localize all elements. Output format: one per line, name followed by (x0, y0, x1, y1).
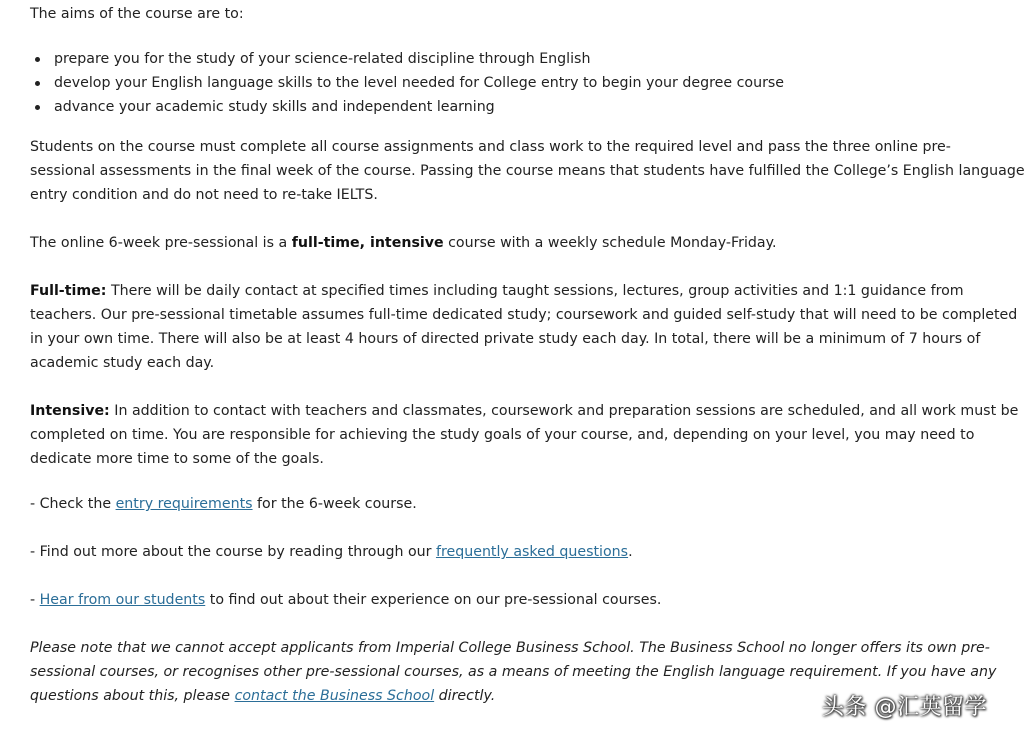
list-item (54, 47, 1025, 71)
completion-line-1: Students on the course must complete all course assignments and class work to the required level and pass the three online pre- (30, 139, 951, 155)
bullet-icon (35, 81, 40, 86)
aims-intro: The aims of the course are to: (30, 6, 244, 22)
aim-text: advance your academic study skills and independent learning (54, 99, 495, 115)
schedule-paragraph (30, 231, 1025, 255)
list-item (54, 95, 1025, 119)
entry-text-before: - Check the (30, 496, 116, 512)
aims-list (30, 47, 1025, 119)
schedule-text-after: course with a weekly schedule Monday-Friday. (443, 235, 777, 251)
completion-paragraph (30, 135, 1025, 207)
completion-line-2: sessional assessments in the final week of the course. Passing the course means that students have fulfilled the College’s English language entry condition and do not need to re-take IELTS. (30, 163, 1025, 203)
students-paragraph (30, 588, 1025, 612)
schedule-bold: full-time, intensive (291, 235, 444, 251)
hear-from-students-link[interactable]: Hear from our students (39, 592, 206, 608)
faq-text-after: . (628, 544, 633, 560)
aim-text: prepare you for the study of your science-related discipline through English (54, 51, 591, 67)
bullet-icon (35, 105, 40, 110)
bullet-icon (35, 57, 40, 62)
full-time-label: Full-time: (30, 283, 107, 299)
aim-text: develop your English language skills to the level needed for College entry to begin your degree course (54, 75, 785, 91)
full-time-text: There will be daily contact at specified times including taught sessions, lectures, group activities and 1:1 guidance from teachers. Our pre-sessional timetable assumes full-time dedicated study; coursework and guided self-study that will need to be completed in your own time. There will also be at least 4 hours of directed private study each day. In total, there will be a minimum of 7 hours of academic study each day. (30, 283, 1018, 371)
article-content (30, 0, 1025, 708)
list-item (54, 71, 1025, 95)
note-text-after: directly. (434, 688, 496, 704)
note-text: Please note that we cannot accept applicants from Imperial College Business School. The Business School no longer offers its own pre-sessional courses, or recognises other pre-sessional courses, as a means of meeting the English language requirement. If you have any questions about this, please (30, 640, 997, 704)
entry-requirements-paragraph (30, 492, 1025, 516)
schedule-text-before: The online 6-week pre-sessional is a (30, 235, 292, 251)
faq-paragraph (30, 540, 1025, 564)
intensive-label: Intensive: (30, 403, 110, 419)
faq-text-before: - Find out more about the course by reading through our (30, 544, 436, 560)
entry-text-after: for the 6-week course. (252, 496, 417, 512)
students-text-after: to find out about their experience on our pre-sessional courses. (205, 592, 662, 608)
intensive-paragraph (30, 399, 1025, 471)
contact-business-school-link[interactable]: contact the Business School (234, 688, 435, 704)
intensive-text: In addition to contact with teachers and classmates, coursework and preparation sessions are scheduled, and all work must be completed on time. You are responsible for achieving the study goals of your course, and, depending on your level, you may need to dedicate more time to some of the goals. (30, 403, 1019, 467)
entry-requirements-link[interactable]: entry requirements (115, 496, 253, 512)
full-time-paragraph (30, 279, 1025, 375)
watermark: 头条 @汇英留学 (822, 695, 987, 720)
students-text-before: - (30, 592, 40, 608)
faq-link[interactable]: frequently asked questions (435, 544, 629, 560)
